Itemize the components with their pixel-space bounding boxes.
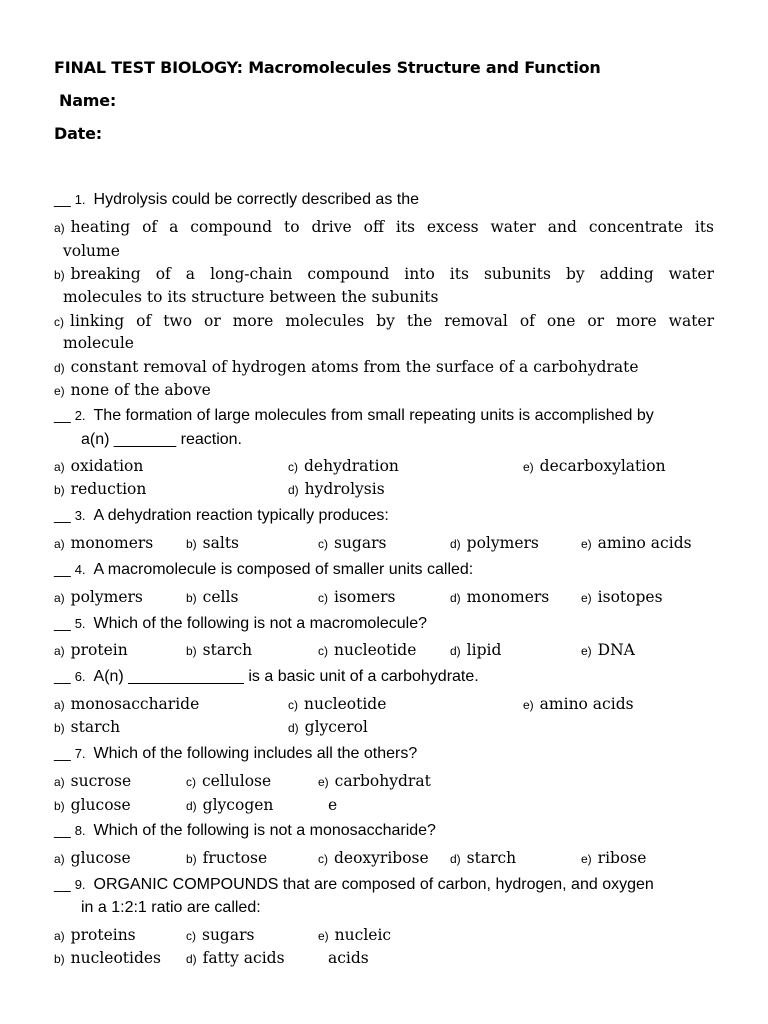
option-letter: c) [54,315,64,329]
option-letter: c) [318,591,328,605]
option-letter: b) [54,483,65,497]
option-letter: a) [54,852,65,866]
option-letter: a) [54,221,65,235]
option-text: amino acids [539,695,634,713]
option-e [581,849,646,867]
option-a [54,534,153,552]
option-letter: a) [54,644,65,658]
option-c-continued: molecule [63,334,134,352]
option-text: isotopes [597,588,663,606]
option-text: reduction [70,480,147,498]
question-number: 2. [74,408,86,423]
option-e [54,381,211,399]
option-text: deoxyribose [334,849,429,867]
name-label: Name: [59,91,117,110]
option-text: constant removal of hydrogen atoms from the surface of a carbohydrate [70,358,639,376]
option-letter: c) [318,644,328,658]
option-text: none of the above [70,381,211,399]
question-text: Which of the following is not a monosaccharide? [93,822,436,839]
question-number: 3. [74,508,86,523]
option-letter: b) [54,268,65,282]
option-d [450,534,539,552]
answer-blank: __ [54,191,71,208]
option-letter: c) [186,929,196,943]
option-text: glucose [70,796,131,814]
option-letter: d) [54,361,65,375]
option-text: polymers [70,588,143,606]
option-b [186,534,239,552]
question-text: ORGANIC COMPOUNDS that are composed of carbon, hydrogen, and oxygen [93,876,654,893]
option-text: decarboxylation [539,457,666,475]
option-text: salts [202,534,240,552]
option-text: lipid [466,641,502,659]
option-letter: e) [581,852,592,866]
question-text-continued: in a 1:2:1 ratio are called: [81,899,261,916]
question-2 [54,407,654,425]
question-number: 9. [74,877,86,892]
option-letter: c) [288,698,298,712]
question-5 [54,615,427,633]
option-b [54,265,714,283]
option-d [450,641,501,659]
option-text: glycerol [304,718,368,736]
question-1 [54,191,419,209]
option-letter: d) [288,721,299,735]
question-number: 8. [74,823,86,838]
answer-blank: __ [54,407,71,424]
option-e-continued: e [328,796,338,814]
option-letter: b) [186,591,197,605]
option-letter: c) [318,852,328,866]
question-3 [54,507,389,525]
question-text: Which of the following includes all the others? [93,745,418,762]
option-text: ribose [597,849,647,867]
option-letter: d) [450,537,461,551]
option-text: nucleic [334,926,392,944]
option-text: monomers [466,588,550,606]
question-text: A macromolecule is composed of smaller units called: [93,561,474,578]
option-text: protein [70,641,128,659]
option-text: oxidation [70,457,144,475]
question-4 [54,561,473,579]
question-number: 7. [74,746,86,761]
answer-blank: __ [54,507,71,524]
option-letter: b) [186,852,197,866]
option-letter: a) [54,775,65,789]
option-text: nucleotide [334,641,417,659]
option-e [523,457,666,475]
option-letter: a) [54,929,65,943]
option-text: carbohydrat [334,772,431,790]
option-text: sugars [334,534,387,552]
option-a [54,772,131,790]
question-text: A dehydration reaction typically produces: [93,507,389,524]
answer-blank: __ [54,822,71,839]
option-e [581,534,692,552]
option-c [318,849,429,867]
option-c [288,695,386,713]
question-number: 6. [74,669,86,684]
option-text: breaking of a long-chain compound into its subunits by adding water [70,265,714,283]
date-label: Date: [54,124,102,143]
option-c [54,312,714,330]
option-a [54,218,714,236]
option-text: sucrose [70,772,132,790]
option-letter: a) [54,537,65,551]
option-b-continued: molecules to its structure between the subunits [63,288,439,306]
option-letter: c) [288,460,298,474]
option-text: DNA [597,641,635,659]
option-b [54,480,146,498]
option-letter: e) [581,537,592,551]
question-text: The formation of large molecules from small repeating units is accomplished by [93,407,654,424]
question-text: Which of the following is not a macromolecule? [93,615,428,632]
option-d [450,588,549,606]
option-text: starch [70,718,121,736]
option-letter: e) [318,929,329,943]
question-number: 5. [74,616,86,631]
page-title: FINAL TEST BIOLOGY: Macromolecules Structure and Function [54,58,601,77]
option-b [54,949,161,967]
question-text-continued: a(n) _______ reaction. [81,431,242,448]
option-e [581,641,635,659]
option-text: heating of a compound to drive off its excess water and concentrate its [70,218,714,236]
option-a [54,849,131,867]
option-letter: a) [54,698,65,712]
option-text: cells [202,588,239,606]
option-text: monosaccharide [70,695,200,713]
option-letter: a) [54,591,65,605]
option-d [288,480,385,498]
option-letter: d) [450,644,461,658]
option-c [186,926,254,944]
option-letter: b) [54,799,65,813]
option-letter: d) [186,799,197,813]
option-e [318,926,391,944]
question-8 [54,822,436,840]
option-text: proteins [70,926,136,944]
option-text: polymers [466,534,539,552]
option-letter: d) [186,952,197,966]
option-e [523,695,634,713]
option-text: glycogen [202,796,274,814]
option-text: dehydration [304,457,399,475]
option-letter: c) [186,775,196,789]
option-letter: d) [450,852,461,866]
option-c [186,772,271,790]
option-a [54,695,199,713]
option-text: nucleotides [70,949,162,967]
option-letter: b) [186,537,197,551]
answer-blank: __ [54,745,71,762]
option-text: amino acids [597,534,692,552]
answer-blank: __ [54,561,71,578]
option-e-continued: acids [328,949,369,967]
option-a [54,588,143,606]
option-letter: b) [54,952,65,966]
option-letter: a) [54,460,65,474]
answer-blank: __ [54,615,71,632]
option-letter: e) [318,775,329,789]
option-text: fructose [202,849,268,867]
question-text: Hydrolysis could be correctly described as the [93,191,420,208]
option-text: glucose [70,849,131,867]
option-c [318,641,416,659]
option-d [186,949,285,967]
option-letter: e) [523,698,534,712]
option-letter: d) [450,591,461,605]
option-text: isomers [334,588,396,606]
option-d [54,358,639,376]
question-9 [54,876,654,894]
option-a [54,457,143,475]
question-number: 4. [74,562,86,577]
option-c [318,534,386,552]
option-b [186,849,267,867]
option-text: sugars [202,926,255,944]
option-letter: e) [581,591,592,605]
option-text: hydrolysis [304,480,385,498]
option-letter: e) [54,384,65,398]
question-number: 1. [74,192,86,207]
option-a [54,641,128,659]
fill-in-blank: _____________ [128,668,244,685]
option-letter: d) [288,483,299,497]
option-text: cellulose [202,772,272,790]
option-b [186,588,238,606]
question-text-end: is a basic unit of a carbohydrate. [248,668,479,685]
option-text: starch [202,641,253,659]
question-7 [54,745,417,763]
question-6 [54,668,479,686]
question-text-start: A(n) [93,668,124,685]
option-a [54,926,136,944]
option-d [186,796,273,814]
answer-blank: __ [54,876,71,893]
answer-blank: __ [54,668,71,685]
option-text: monomers [70,534,154,552]
option-letter: e) [581,644,592,658]
option-letter: c) [318,537,328,551]
option-b [54,718,120,736]
option-e [318,772,431,790]
option-letter: b) [54,721,65,735]
option-c [288,457,399,475]
option-b [54,796,131,814]
option-text: nucleotide [304,695,387,713]
option-text: fatty acids [202,949,285,967]
option-b [186,641,252,659]
option-text: linking of two or more molecules by the removal of one or more water [70,312,714,330]
option-c [318,588,395,606]
option-e [581,588,663,606]
option-letter: b) [186,644,197,658]
option-d [288,718,368,736]
option-text: starch [466,849,517,867]
option-a-continued: volume [63,242,120,260]
option-d [450,849,516,867]
option-letter: e) [523,460,534,474]
